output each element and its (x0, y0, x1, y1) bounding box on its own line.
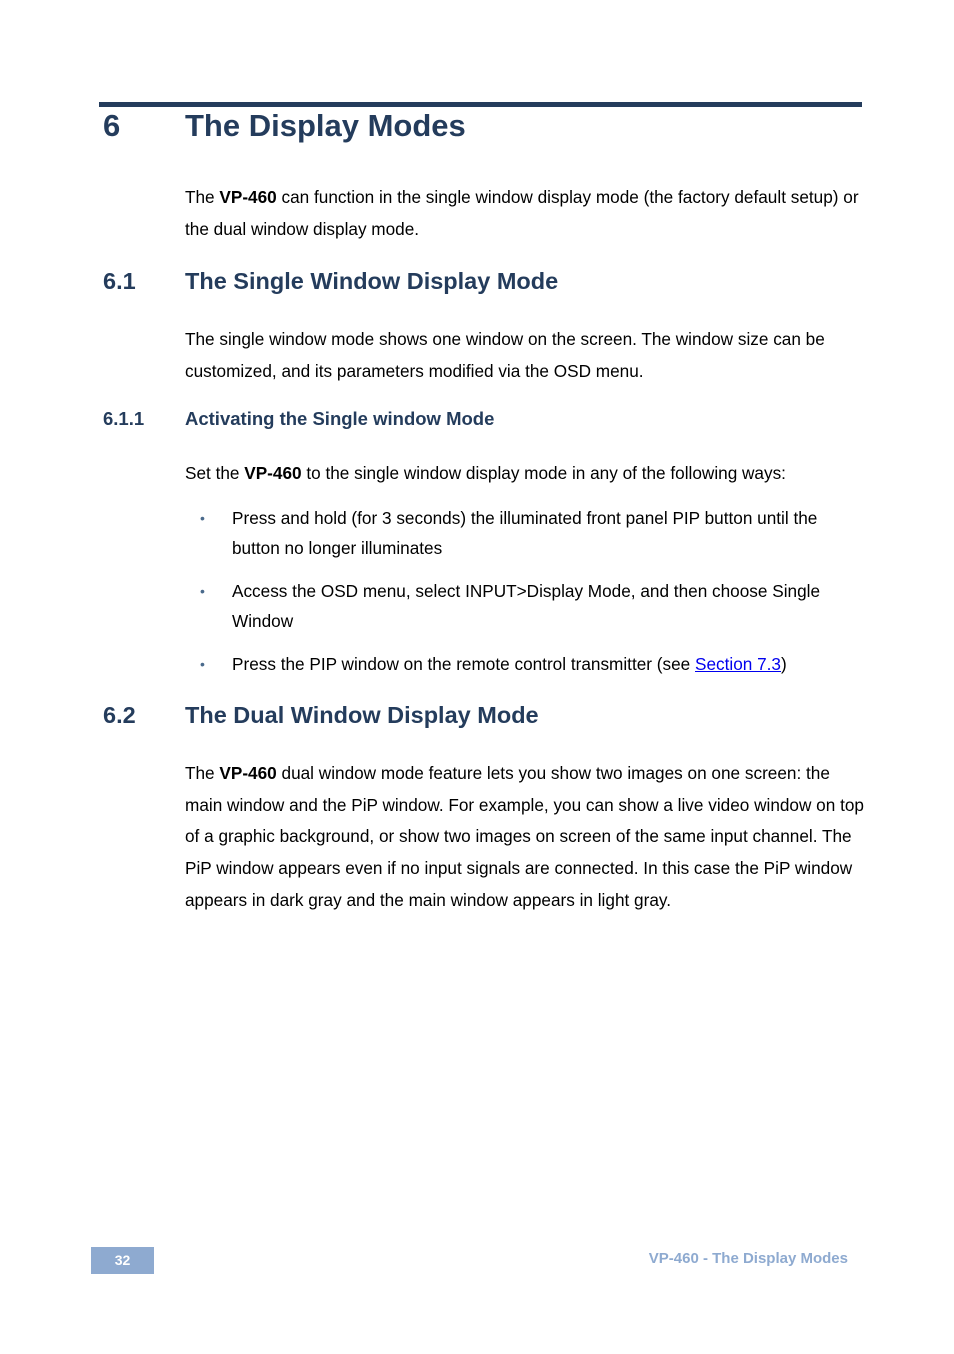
chapter-rule (99, 102, 862, 107)
s62-pre: The (185, 763, 220, 783)
section-6-2-body (185, 758, 865, 917)
list-item-text: Press and hold (for 3 seconds) the illuminated front panel PIP button until the button no longer illuminates (232, 508, 818, 558)
section-6-1-1-lead (185, 458, 865, 490)
section-6-2-number: 6.2 (103, 702, 136, 728)
section-7-3-link[interactable]: Section 7.3 (695, 654, 781, 674)
bullet-icon: • (200, 583, 205, 599)
lead-pre: Set the (185, 463, 245, 483)
intro-product: VP-460 (219, 187, 277, 207)
intro-post: can function in the single window display mode (the factory default setup) or the dual window display mode. (185, 187, 859, 239)
section-6-1-heading (103, 268, 559, 295)
section-6-1-1-title: Activating the Single window Mode (185, 408, 495, 429)
lead-product: VP-460 (244, 463, 302, 483)
chapter-title: The Display Modes (185, 108, 466, 143)
s62-product: VP-460 (219, 763, 277, 783)
section-6-1-1-number: 6.1.1 (103, 408, 145, 429)
section-6-2-title: The Dual Window Display Mode (185, 702, 539, 728)
page-number: 32 (91, 1247, 154, 1274)
bullet-icon: • (200, 656, 205, 672)
s62-post: dual window mode feature lets you show two images on one screen: the main window and the PiP window. For example, you can show a live video window on top of a graphic background, or show two images on screen of the same input channel. The PiP window appears even if no input signals are connected. In this case the PiP window appears in dark gray and the main window appears in light gray. (185, 763, 864, 910)
footer-title: VP-460 - The Display Modes (648, 1250, 848, 1267)
list-item-text (232, 649, 852, 679)
list-item-pre: Press the PIP window on the remote control transmitter (see (232, 654, 695, 674)
section-6-1-1-heading (103, 408, 495, 430)
lead-post: to the single window display mode in any of the following ways: (301, 463, 786, 483)
chapter-number: 6 (103, 108, 121, 143)
section-6-1-number: 6.1 (103, 268, 136, 294)
intro-paragraph (185, 182, 865, 245)
intro-pre: The (185, 187, 220, 207)
section-6-1-title: The Single Window Display Mode (185, 268, 559, 294)
bullet-icon: • (200, 510, 205, 526)
list-item-post: ) (781, 654, 787, 674)
section-6-1-body: The single window mode shows one window on the screen. The window size can be customized, and its parameters modified via the OSD menu. (185, 329, 825, 381)
section-6-2-heading (103, 702, 539, 729)
list-item-text: Access the OSD menu, select INPUT>Display Mode, and then choose Single Window (232, 581, 821, 631)
